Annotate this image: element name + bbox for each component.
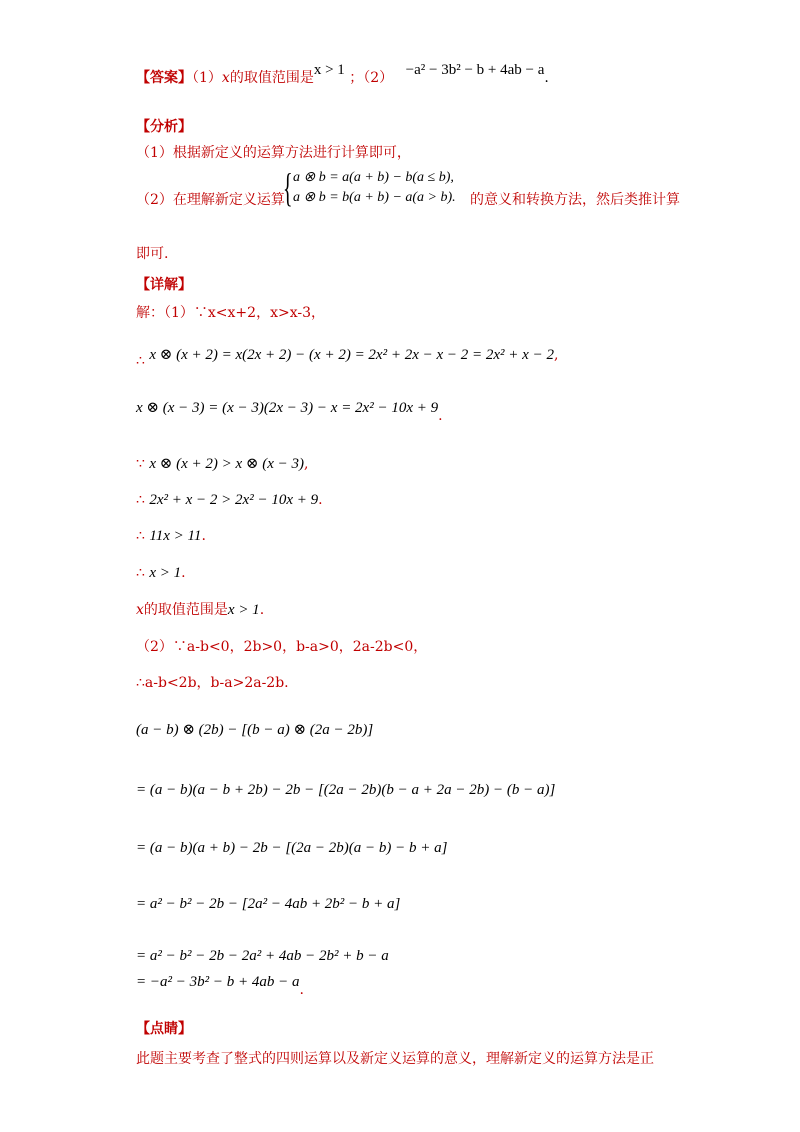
- punct-comma: ,: [553, 347, 559, 363]
- therefore-symbol: ∴: [136, 353, 145, 369]
- detail-line2: [136, 345, 559, 369]
- detail-line8-math: x > 1: [227, 602, 260, 618]
- punct-period: .: [259, 602, 265, 618]
- because-symbol: ∵: [136, 456, 145, 472]
- answer-sep: ；（2）: [349, 70, 394, 86]
- detail-line8: [136, 600, 264, 620]
- definition-row-1: a ⊗ b = a(a + b) − b(a ≤ b),: [293, 170, 454, 185]
- detail-line7-math: x > 1: [149, 565, 182, 581]
- detail-header: 【详解】: [136, 277, 192, 293]
- punct-period: .: [181, 565, 186, 581]
- analysis-line1: （1）根据新定义的运算方法进行计算即可，: [136, 145, 411, 161]
- detail-part2-line8-math: = −a² − 3b² − b + 4ab − a: [136, 974, 300, 990]
- detail-line3: [136, 398, 443, 424]
- detail-part2-line8: [136, 972, 304, 998]
- punct-comma: ,: [304, 456, 309, 472]
- detail-line5: [136, 490, 323, 510]
- answer-part1-var: x: [221, 70, 230, 86]
- punct-period: .: [438, 408, 443, 424]
- detail-line8-var: x: [136, 602, 144, 618]
- detail-part2-line7: = a² − b² − 2b − 2a² + 4ab − 2b² + b − a: [136, 948, 389, 964]
- analysis-header: 【分析】: [136, 119, 192, 135]
- comment-header: 【点睛】: [136, 1021, 192, 1037]
- detail-line6: [136, 526, 206, 546]
- detail-line3-math: x ⊗ (x − 3) = (x − 3)(2x − 3) − x = 2x² − 10x + 9: [136, 400, 439, 416]
- punct-period: .: [201, 528, 206, 544]
- detail-part2-line2: ∴a-b<2b，b-a>2a-2b.: [136, 675, 289, 691]
- detail-line6-math: 11x > 11: [149, 528, 202, 544]
- punct-period: .: [318, 492, 323, 508]
- detail-part2-line1: （2）∵a-b<0，2b>0，b-a>0，2a-2b<0，: [136, 639, 428, 655]
- answer-part1-text: 的取值范围是: [229, 70, 314, 86]
- system-brace: {: [283, 165, 293, 210]
- detail-line4-math: x ⊗ (x + 2) > x ⊗ (x − 3): [149, 456, 304, 472]
- answer-line: [136, 62, 549, 88]
- analysis-line2-prefix: （2）在理解新定义运算: [136, 192, 285, 208]
- detail-part2-line4: = (a − b)(a − b + 2b) − 2b − [(2a − 2b)(b − a + 2a − 2b) − (b − a)]: [136, 782, 556, 798]
- analysis-line3: 即可.: [136, 246, 169, 262]
- answer-part1-prefix: （1）: [192, 70, 222, 86]
- detail-part2-line3: (a − b) ⊗ (2b) − [(b − a) ⊗ (2a − 2b)]: [136, 722, 374, 738]
- therefore-symbol: ∴: [136, 492, 145, 508]
- therefore-symbol: ∴: [136, 528, 145, 544]
- answer-part1-math: x > 1: [313, 62, 345, 78]
- detail-line4: [136, 454, 308, 474]
- detail-line7: [136, 563, 186, 583]
- detail-line8-text: 的取值范围是: [143, 602, 228, 618]
- detail-part2-line5: = (a − b)(a + b) − 2b − [(2a − 2b)(a − b) − b + a]: [136, 840, 448, 856]
- answer-part2-math: −a² − 3b² − b + 4ab − a: [405, 62, 545, 78]
- answer-header: 【答案】: [136, 70, 192, 86]
- detail-part2-line6: = a² − b² − 2b − [2a² − 4ab + 2b² − b + a]: [136, 896, 401, 912]
- detail-line2-math: x ⊗ (x + 2) = x(2x + 2) − (x + 2) = 2x² + 2x − x − 2 = 2x² + x − 2: [149, 347, 554, 363]
- therefore-symbol: ∴: [136, 565, 145, 581]
- detail-line5-math: 2x² + x − 2 > 2x² − 10x + 9: [149, 492, 319, 508]
- detail-line1: 解：（1）∵x<x+2，x>x-3，: [136, 305, 325, 321]
- answer-end: .: [544, 70, 549, 86]
- analysis-line2-suffix: 的意义和转换方法，然后类推计算: [470, 192, 680, 208]
- definition-system: [283, 165, 456, 210]
- definition-row-2: a ⊗ b = b(a + b) − a(a > b).: [293, 190, 456, 205]
- comment-line1: 此题主要考查了整式的四则运算以及新定义运算的意义，理解新定义的运算方法是正: [136, 1051, 654, 1067]
- punct-period: .: [299, 982, 304, 998]
